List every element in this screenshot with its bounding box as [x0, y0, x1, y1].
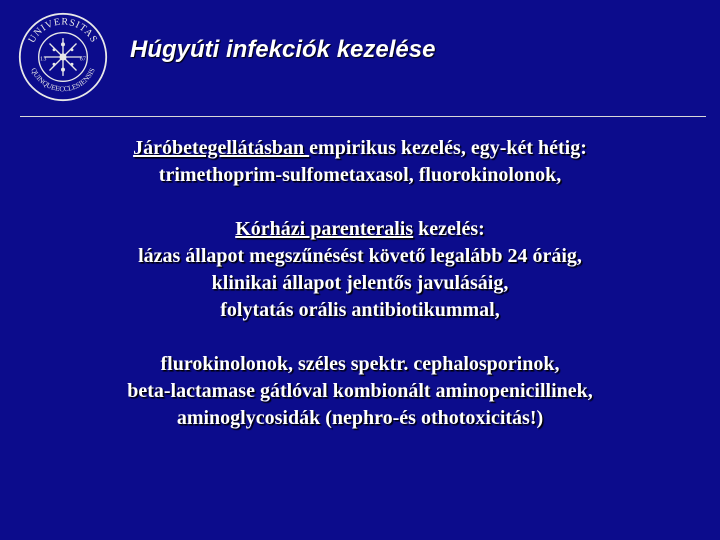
inpatient-line-4: folytatás orális antibiotikummal,: [220, 299, 500, 321]
drug-list-line-1: flurokinolonok, széles spektr. cephalosporinok,: [160, 353, 560, 375]
drug-list-line-3: aminoglycosidák (nephro-és othotoxicitás!): [176, 407, 544, 429]
inpatient-heading-rest: kezelés:: [413, 218, 485, 240]
drug-list-line-2: beta-lactamase gátlóval kombionált aminopenicillinek,: [127, 380, 593, 402]
logo-year-left: 13: [40, 55, 47, 63]
inpatient-heading-line: [0, 216, 720, 243]
slide-body: [0, 135, 720, 459]
inpatient-line-3: klinikai állapot jelentős javulásáig,: [211, 272, 509, 294]
outpatient-heading-line: [0, 135, 720, 162]
inpatient-paragraph: [0, 216, 720, 324]
inpatient-heading: Kórházi parenteralis: [235, 218, 414, 240]
logo-bottom-text: QUINQUEECCLESIENSIS: [29, 66, 97, 94]
logo-top-text: UNIVERSITAS: [26, 16, 100, 46]
drug-list-paragraph: [0, 351, 720, 432]
outpatient-heading: Járóbetegellátásban: [133, 137, 310, 159]
slide-title: Húgyúti infekciók kezelése: [130, 36, 436, 63]
outpatient-heading-rest: empirikus kezelés, egy-két hétig:: [309, 137, 587, 159]
outpatient-drugs: trimethoprim-sulfometaxasol, fluorokinolonok,: [158, 164, 562, 186]
header-divider: [20, 116, 706, 117]
logo-year-right: 67: [79, 55, 86, 63]
university-seal-logo: [18, 12, 108, 102]
outpatient-paragraph: [0, 135, 720, 189]
inpatient-line-2: lázas állapot megszűnésést követő legalább 24 óráig,: [138, 245, 582, 267]
